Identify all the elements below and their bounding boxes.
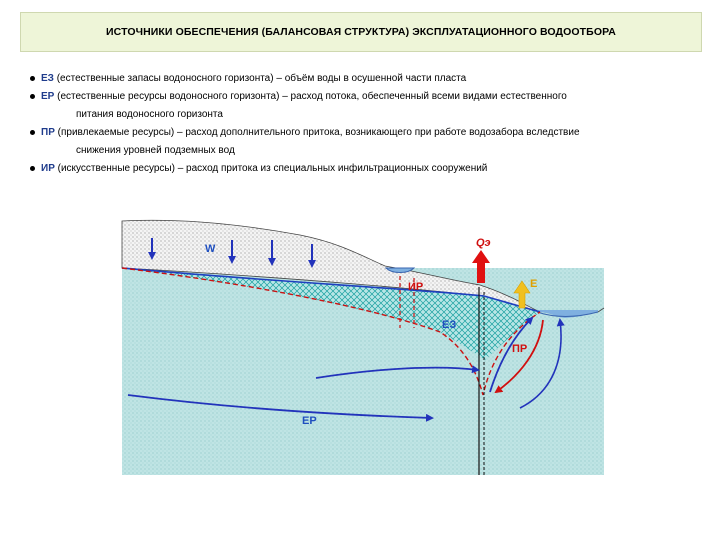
definition-text: (естественные ресурсы водоносного горизонта) – расход потока, обеспеченный всеми видами естественного bbox=[57, 91, 567, 102]
definition-text-continued: снижения уровней подземных вод bbox=[76, 145, 235, 156]
label-ez: ЕЗ bbox=[442, 319, 457, 331]
label-er: ЕР bbox=[302, 415, 317, 427]
definition-text-continued: питания водоносного горизонта bbox=[76, 109, 223, 120]
label-w: W bbox=[205, 243, 216, 255]
page-title: ИСТОЧНИКИ ОБЕСПЕЧЕНИЯ (БАЛАНСОВАЯ СТРУКТУРА) ЭКСПЛУАТАЦИОННОГО ВОДООТБОРА bbox=[106, 26, 616, 38]
label-e: Е bbox=[530, 278, 538, 290]
definition-term: ЕЗ bbox=[41, 73, 54, 84]
definition-term: ИР bbox=[41, 163, 55, 174]
label-pr: ПР bbox=[512, 343, 528, 355]
definition-text: (привлекаемые ресурсы) – расход дополнительного притока, возникающего при работе водозабора вследствие bbox=[57, 127, 580, 138]
definition-term: ЕР bbox=[41, 91, 55, 102]
label-ir: ИР bbox=[408, 281, 424, 293]
label-q: Qэ bbox=[476, 237, 491, 249]
definition-text: (естественные запасы водоносного горизонта) – объём воды в осушенной части пласта bbox=[56, 73, 467, 84]
definition-text: (искусственные ресурсы) – расход притока из специальных инфильтрационных сооружений bbox=[57, 163, 488, 174]
definition-term: ПР bbox=[41, 127, 55, 138]
